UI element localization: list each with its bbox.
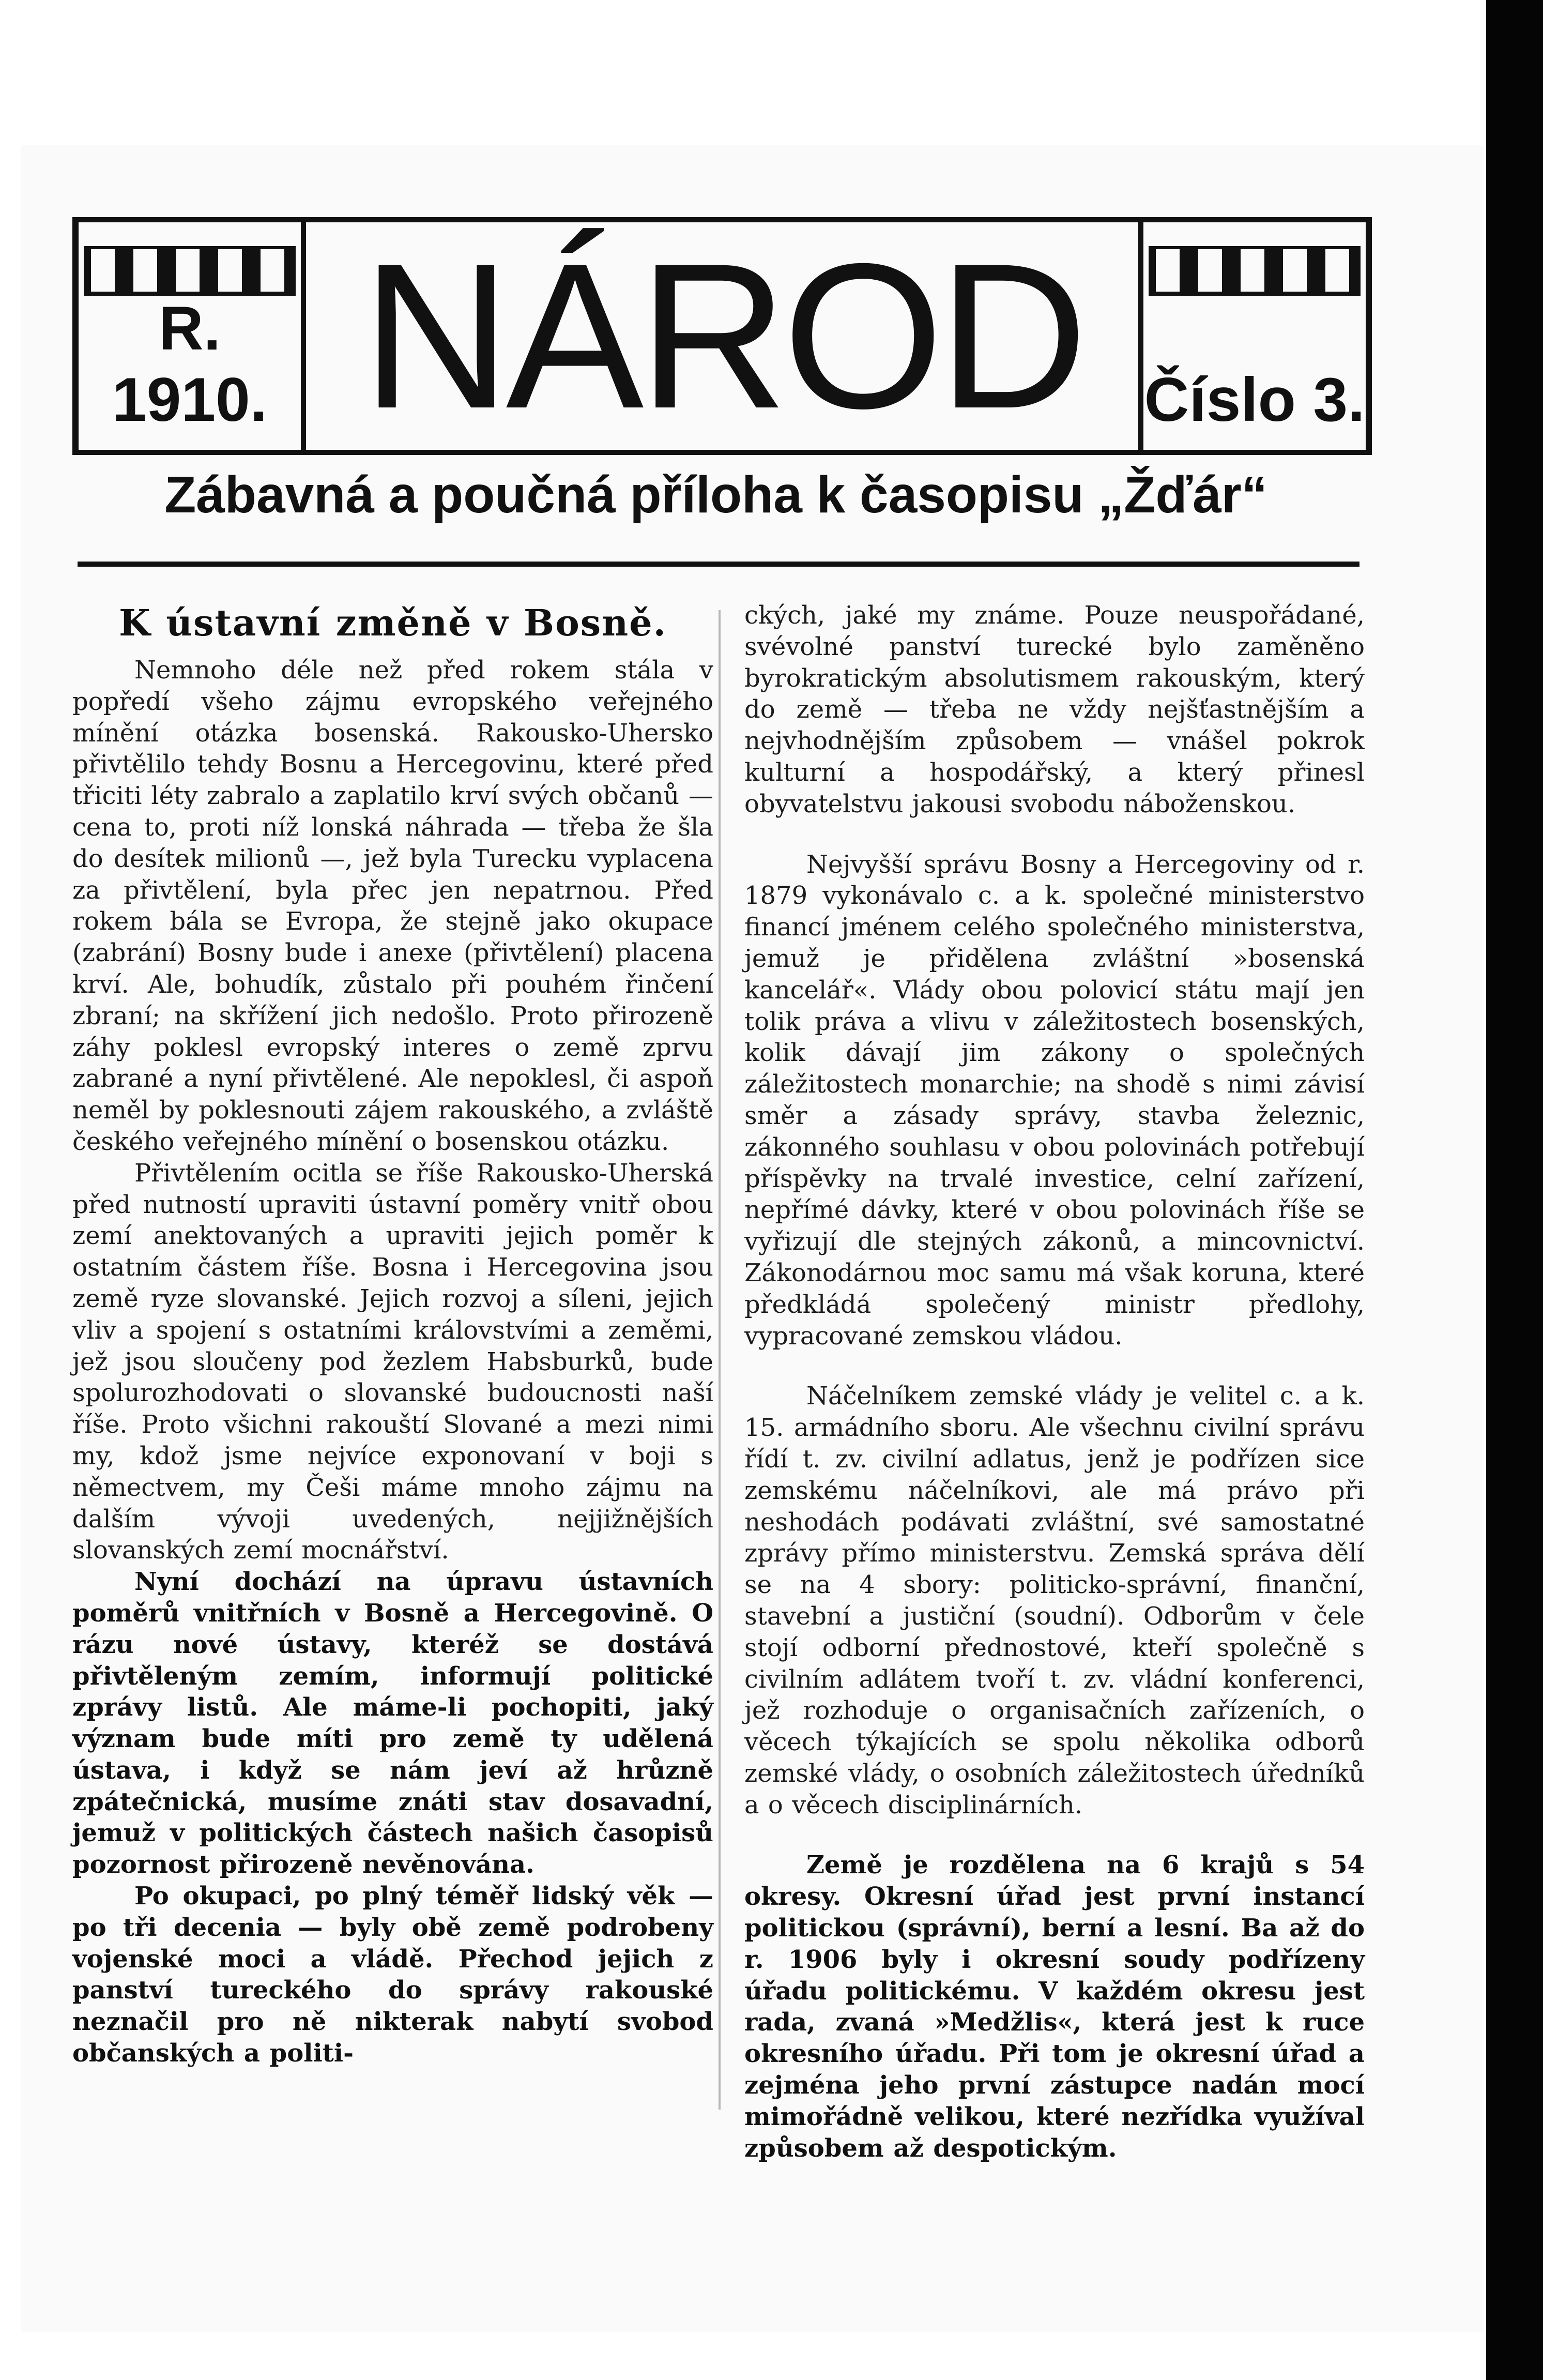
supplement-subtitle: Zábavná a poučná příloha k časopisu „Žďár“ (164, 466, 1267, 524)
paragraph: Země je rozdělena na 6 krajů s 54 okresy. Okresní úřad jest první instancí politickou (správní), berní a lesní. Ba až do r. 1906 byly i okresní soudy podřízeny úřadu politickému. V každém okresu jest rada, zvaná »Medžlis«, která jest k ruce okresního úřadu. Při tom je okresní úřad a zejména jeho první zástupce nadán mocí mimořádně velikou, které nezřídka využíval způsobem až despotickým. (744, 1851, 1365, 2163)
ornament-left (84, 246, 296, 296)
ornament-right (1149, 246, 1361, 296)
right-column (744, 600, 1365, 2164)
column-divider (719, 610, 721, 2110)
masthead (72, 217, 1372, 455)
article-heading: K ústavní změně v Bosně. (119, 601, 667, 644)
paragraph: Nemnoho déle než před rokem stála v popředí všeho zájmu evropského veřejného mínění otázka bosenská. Rakousko-Uhersko přivtělilo tehdy Bosnu a Hercegovinu, které před třiciti léty zabralo a zaplatilo krví svých občanů — cena to, proti níž lonská náhrada — třeba že šla do desítek milionů —, jež byla Turecku vyplacena za přivtělení, byla přec jen nepatrnou. Před rokem bála se Evropa, že stejně jako okupace (zabrání) Bosny bude i anexe (přivtělení) placena krví. Ale, bohudík, zůstalo při pouhém řinčení zbraní; na skřížení jich nedošlo. Proto přirozeně záhy poklesl evropský interes o země zprvu zabrané a nyní přivtělené. Ale nepoklesl, či aspoň neměl by poklesnouti zájem rakouského, a zvláště českého veřejného mínění o bosenskou otázku. (72, 656, 713, 1156)
issue-label: Číslo 3. (1144, 365, 1365, 434)
scan-border (1486, 0, 1543, 2380)
masthead-title: NÁROD (361, 220, 1083, 451)
left-column (72, 600, 713, 2069)
paragraph: Nejvyšší správu Bosny a Hercegoviny od r. 1879 vykonávalo c. a k. společné ministerstvo financí jménem celého společného ministerstva, jemuž je přidělena zvláštní »bosenská kancelář«. Vlády obou polovicí státu mají jen tolik práva a vlivu v záležitostech bosenských, kolik dávají jim zákony o společných záležitostech monarchie; na shodě s nimi závisí směr a zásady správy, stavba železnic, zákonného souhlasu v obou polovinách potřebují příspěvky na trvalé investice, celní zařízení, nepřímé dávky, které v obou polovinách říše se vyřizují dle stejných zákonů, a mincovnictví. Zákonodárnou moc samu má však koruna, které předkládá společený ministr předlohy, vypracované zemskou vládou. (744, 850, 1365, 1351)
header-rule (78, 562, 1359, 567)
paragraph: Náčelníkem zemské vlády je velitel c. a k. 15. armádního sboru. Ale všechnu civilní správu řídí t. zv. civilní adlatus, jenž je podřízen sice zemskému náčelníkovi, ale má právo při neshodách podávati zvláštní, své samostatné zprávy přímo ministerstvu. Zemská správa dělí se na 4 sbory: politicko-správní, finanční, stavební a justiční (soudní). Odborům v čele stojí odborní přednostové, kteří společně s civilním adlátem tvoří t. zv. vládní konferenci, jež rozhoduje o organisačních zařízeních, o věcech týkajících se spolu několika odborů zemské vlády, o osobních záležitostech úředníků a o věcech disciplinárních. (744, 1382, 1365, 1820)
paragraph: Přivtělením ocitla se říše Rakousko-Uherská před nutností upraviti ústavní poměry vnitř obou zemí anektovaných a upraviti jejich poměr k ostatním částem říše. Bosna i Hercegovina jsou země ryze slovanské. Jejich rozvoj a síleni, jejich vliv a spojení s ostatními královstvími a zeměmi, jež jsou sloučeny pod žezlem Habsburků, bude spolurozhodovati o slovanské budoucnosti naší říše. Proto všichni rakouští Slované a mezi nimi my, kdož jsme nejvíce exponovaní v boji s němectvem, my Češi máme mnoho zájmu na dalším vývoji uvedených, nejjižnějších slovanských zemí mocnářství. (72, 1158, 713, 1565)
year-label: R. 1910. (112, 294, 268, 434)
paragraph: ckých, jaké my známe. Pouze neuspořádané, svévolné panství turecké bylo zaměněno byrokratickým absolutismem rakouským, který do země — třeba ne vždy nejšťastnějším a nejvhodnějším způsobem — vnášel pokrok kulturní a hospodářský, a který přinesl obyvatelstvu jakousi svobodu náboženskou. (744, 601, 1365, 818)
paragraph: Po okupaci, po plný téměř lidský věk — po tři decenia — byly obě země podrobeny vojenské moci a vládě. Přechod jejich z panství tureckého do správy rakouské neznačil pro ně nikterak nabytí svobod občanských a politi- (72, 1882, 713, 2068)
paragraph: Nyní dochází na úpravu ústavních poměrů vnitřních v Bosně a Hercegovině. O rázu nové ústavy, kteréž se dostává přivtěleným zemím, informují politické zprávy listů. Ale máme-li pochopiti, jaký význam bude míti pro země ty udělená ústava, i když se nám jeví až hrůzně zpátečnická, musíme znáti stav dosavadní, jemuž v politických částech našich časopisů pozornost přirozeně nevěnována. (72, 1567, 713, 1879)
masthead-right-box (1138, 222, 1366, 450)
masthead-left-box (79, 222, 306, 450)
